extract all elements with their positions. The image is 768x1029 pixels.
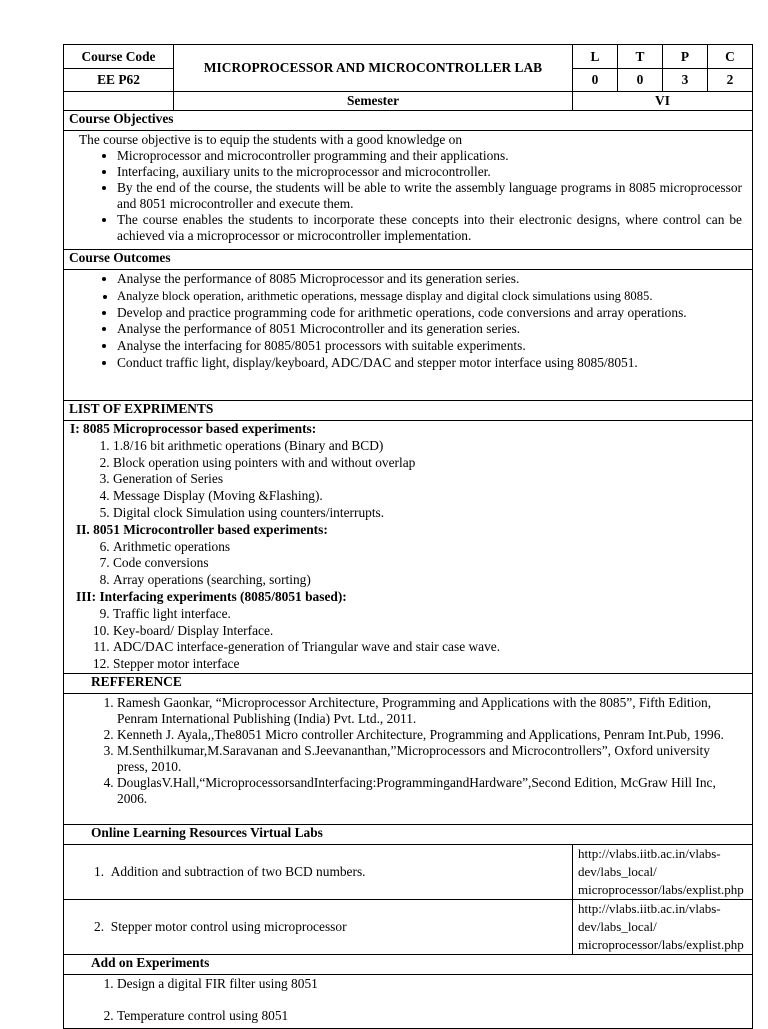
semester-label: Semester [174,92,573,111]
online-row-1-link[interactable] [573,844,753,899]
experiments-list-8085 [70,438,748,522]
outcomes-body [64,270,753,401]
col-l-label: L [573,45,618,69]
list-item: • Analyse the performance of 8051 Microcontroller and its generation series. [117,321,742,338]
col-c-value: 2 [708,69,753,92]
list-item: 3. Generation of Series [113,471,742,488]
group-title: II. 8051 Microcontroller based experiments: [76,521,328,537]
online-link-line: microprocessor/labs/explist.php [578,881,744,897]
list-item: • Conduct traffic light, display/keyboard, ADC/DAC and stepper motor interface using 8085/8051. [117,355,742,372]
reference-list [68,695,748,807]
list-item: 5. Digital clock Simulation using counters/interrupts. [113,505,742,522]
list-item: 2. Block operation using pointers with and without overlap [113,455,742,472]
list-item: 6. Arithmetic operations [113,539,742,556]
online-row-number: 2. [94,918,105,934]
experiments-heading: LIST OF EXPRIMENTS [64,401,753,421]
list-item: 4. Message Display (Moving &Flashing). [113,488,742,505]
col-p-value: 3 [663,69,708,92]
list-item: • By the end of the course, the students will be able to write the assembly language programs in 8085 microprocessor and 8051 microcontroller and execute them. [117,180,742,212]
online-row-number: 1. [94,863,105,879]
group-title: III: Interfacing experiments (8085/8051 based): [76,588,347,604]
online-row-1 [64,844,573,899]
semester-value: VI [573,92,753,111]
experiments-list-interfacing [70,606,748,673]
objectives-heading: Course Objectives [64,111,753,131]
addon-body [64,974,753,1028]
outcomes-heading: Course Outcomes [64,250,753,270]
col-l-value: 0 [573,69,618,92]
list-item: • Microprocessor and microcontroller programming and their applications. [117,148,742,164]
list-item: 1. 1.8/16 bit arithmetic operations (Binary and BCD) [113,438,742,455]
list-item: 9. Traffic light interface. [113,606,742,623]
objectives-body [64,131,753,250]
list-item: 4. DouglasV.Hall,“MicroprocessorsandInterfacing:ProgrammingandHardware”,Second Edition, McGraw Hill Inc, 2006. [117,775,742,807]
online-link-line: http://vlabs.iitb.ac.in/vlabs-dev/labs_local/ [578,845,721,879]
course-code-label: Course Code [64,45,174,69]
experiments-body [64,421,753,674]
list-item: 11. ADC/DAC interface-generation of Triangular wave and stair case wave. [113,639,742,656]
online-row-2-link[interactable] [573,899,753,954]
course-title: MICROPROCESSOR AND MICROCONTROLLER LAB [174,45,573,92]
list-item: • Analyze block operation, arithmetic operations, message display and digital clock simulations using 8085. [117,288,742,305]
list-item: • Develop and practice programming code for arithmetic operations, code conversions and array operations. [117,305,742,322]
outcomes-list [68,271,748,372]
online-row-label: Addition and subtraction of two BCD numbers. [110,863,366,879]
online-row-2 [64,899,573,954]
addon-heading: Add on Experiments [64,954,753,974]
col-c-label: C [708,45,753,69]
course-table [63,44,753,1029]
objectives-list [68,148,748,244]
online-link-line: http://vlabs.iitb.ac.in/vlabs-dev/labs_local/ [578,900,721,934]
list-item: 8. Array operations (searching, sorting) [113,572,742,589]
list-item: 3. M.Senthilkumar,M.Saravanan and S.Jeevananthan,”Microprocessors and Microcontrollers”, Oxford university press, 2010. [117,743,742,775]
list-item: • Analyse the performance of 8085 Microprocessor and its generation series. [117,271,742,288]
list-item: • Analyse the interfacing for 8085/8051 processors with suitable experiments. [117,338,742,355]
online-heading: Online Learning Resources Virtual Labs [64,824,753,844]
objectives-intro: The course objective is to equip the students with a good knowledge on [79,132,463,147]
list-item: • Interfacing, auxiliary units to the microprocessor and microcontroller. [117,164,742,180]
col-p-label: P [663,45,708,69]
list-item: 2. Temperature control using 8051 [117,1008,742,1024]
col-t-label: T [618,45,663,69]
list-item: 2. Kenneth J. Ayala,,The8051 Micro controller Architecture, Programming and Applications, Penram Int.Pub, 1996. [117,727,742,743]
reference-body [64,693,753,824]
reference-heading: REFFERENCE [64,673,753,693]
list-item: 7. Code conversions [113,555,742,572]
col-t-value: 0 [618,69,663,92]
group-title: I: 8085 Microprocessor based experiments: [70,421,317,436]
list-item: 10. Key-board/ Display Interface. [113,623,742,640]
list-item: 12. Stepper motor interface [113,656,742,673]
list-item: 1. Design a digital FIR filter using 8051 [117,976,742,992]
blank-cell [64,92,174,111]
addon-list [68,976,748,1024]
online-link-line: microprocessor/labs/explist.php [578,936,744,952]
list-item: • The course enables the students to incorporate these concepts into their electronic designs, where control can be achieved via a microprocessor or microcontroller implementation. [117,212,742,244]
online-row-label: Stepper motor control using microprocessor [110,918,347,934]
course-document [63,44,752,1029]
list-item: 1. Ramesh Gaonkar, “Microprocessor Architecture, Programming and Applications with the 8085”, Fifth Edition, Penram International Publishing (India) Pvt. Ltd., 2011. [117,695,742,727]
course-code: EE P62 [64,69,174,92]
experiments-list-8051 [70,539,748,589]
